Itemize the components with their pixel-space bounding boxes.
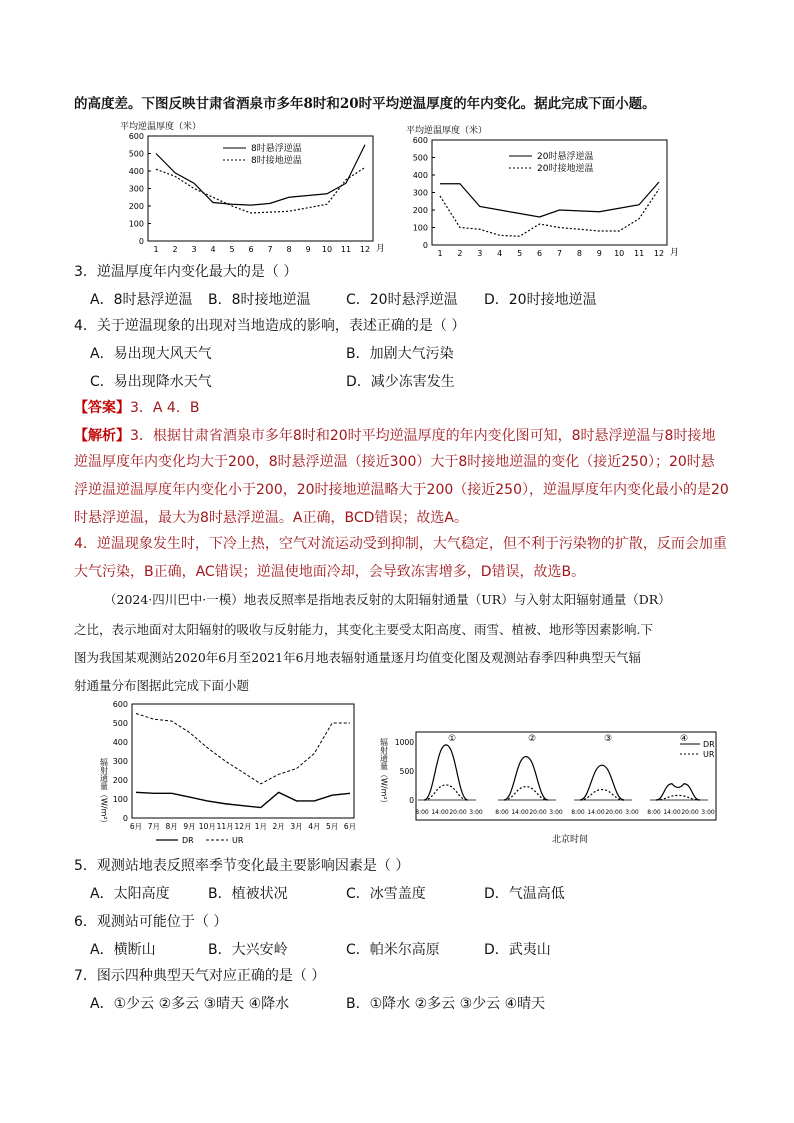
chart1-xtick: 4 xyxy=(210,245,216,254)
chart-20h-inversion xyxy=(404,122,684,260)
chart3-ylabel: 辐射通量（W/m²） xyxy=(99,758,109,828)
chart4-ytick: 0 xyxy=(409,796,414,805)
chart4-xtick: 3:00 xyxy=(549,809,563,816)
chart1-xtick: 8 xyxy=(286,245,292,254)
chart4-legend-dr: DR xyxy=(703,740,715,749)
chart1-xtick: 9 xyxy=(305,245,311,254)
q3-option-a[interactable]: A．8时悬浮逆温 xyxy=(90,292,193,308)
chart4-xtick: 20:00 xyxy=(681,809,699,816)
chart-monthly-radiation xyxy=(96,698,364,850)
q4-option-a[interactable]: A．易出现大风天气 xyxy=(90,346,212,362)
chart3-ytick: 300 xyxy=(112,757,128,766)
q5-option-d[interactable]: D．气温高低 xyxy=(484,886,565,902)
q5-option-c[interactable]: C．冰雪盖度 xyxy=(346,886,426,902)
chart2-xtick: 8 xyxy=(576,249,582,258)
q4-option-d[interactable]: D．减少冻害发生 xyxy=(346,374,455,390)
chart2-ytick: 300 xyxy=(412,188,428,198)
chart4-panel3-dr xyxy=(580,765,624,800)
chart3-ytick: 100 xyxy=(112,795,128,804)
chart4-xtick: 14:00 xyxy=(663,809,681,816)
chart4-panel1-dr xyxy=(424,745,468,800)
chart4-frame xyxy=(416,732,716,820)
chart1-xtick: 7 xyxy=(267,245,273,254)
chart4-xlabel: 北京时间 xyxy=(552,835,589,845)
chart1-legend-2: 8时接地逆温 xyxy=(251,156,302,166)
chart2-series-2 xyxy=(440,189,659,236)
q3-option-b[interactable]: B．8时接地逆温 xyxy=(208,292,311,308)
chart3-xtick: 3月 xyxy=(290,822,303,831)
chart4-xtick: 3:00 xyxy=(469,809,483,816)
analysis-text-1: 3．根据甘肃省酒泉市多年8时和20时平均逆温厚度的年内变化图可知，8时悬浮逆温与8时接地 xyxy=(130,428,716,444)
chart3-xtick: 2月 xyxy=(272,822,285,831)
q7-option-a[interactable]: A．①少云 ②多云 ③晴天 ④降水 xyxy=(90,996,290,1012)
chart4-xtick: 8:00 xyxy=(571,809,585,816)
analysis-line-5: 4．逆温现象发生时，下冷上热，空气对流运动受到抑制，大气稳定，但不利于污染物的扩散，反而会加重 xyxy=(74,536,727,552)
analysis-label: 【解析】 xyxy=(74,428,130,444)
chart1-xtick: 3 xyxy=(191,245,197,254)
chart2-ylabel: 平均逆温厚度（米） xyxy=(406,126,488,136)
chart2-xtick: 9 xyxy=(596,249,602,258)
chart1-ytick: 300 xyxy=(128,184,144,194)
analysis-line-3: 浮逆温逆温厚度年内变化小于200，20时接地逆温略大于200（接近250），逆温厚度年内变化最小的是20 xyxy=(74,482,729,498)
analysis-line-4: 时悬浮逆温，最大为8时悬浮逆温。A正确，BCD错误；故选A。 xyxy=(74,510,468,526)
chart4-xtick: 3:00 xyxy=(625,809,639,816)
chart4-panel-label: ④ xyxy=(679,734,689,744)
chart3-xtick: 8月 xyxy=(165,822,178,831)
chart4-ytick: 500 xyxy=(399,767,414,776)
chart3-xtick: 10月 xyxy=(198,822,216,831)
chart2-xtick: 2 xyxy=(457,249,463,258)
chart1-ytick: 100 xyxy=(128,219,144,229)
chart2-xtick: 5 xyxy=(517,249,523,258)
chart3-xtick: 4月 xyxy=(308,822,321,831)
chart2-ytick: 500 xyxy=(412,153,428,163)
chart2-xtick: 12 xyxy=(653,249,665,258)
chart2-xtick: 4 xyxy=(497,249,503,258)
chart-8h-inversion xyxy=(118,118,388,256)
chart4-xtick: 20:00 xyxy=(605,809,623,816)
chart3-series-dr xyxy=(136,714,350,784)
chart4-xtick: 3:00 xyxy=(701,809,715,816)
answer-row xyxy=(74,398,199,418)
chart1-ytick: 200 xyxy=(128,202,144,211)
chart2-legend-2: 20时接地逆温 xyxy=(537,164,594,174)
chart4-xtick: 8:00 xyxy=(415,809,429,816)
analysis-line-1 xyxy=(74,426,715,446)
chart2-xtick: 11 xyxy=(633,249,645,258)
chart4-ylabel: 辐射通量（W/m²） xyxy=(379,738,389,808)
chart2-series-1 xyxy=(440,182,659,217)
chart1-xtick: 2 xyxy=(172,245,178,254)
chart3-xtick: 11月 xyxy=(216,822,234,831)
intro2-line-1: （2024·四川巴中·一模）地表反照率是指地表反射的太阳辐射通量（UR）与入射太阳辐射通量（DR） xyxy=(104,592,671,607)
chart3-ytick: 400 xyxy=(112,738,128,747)
answer-text: 3．A 4．B xyxy=(130,400,200,416)
chart4-xtick: 14:00 xyxy=(431,809,449,816)
chart2-xtick: 1 xyxy=(437,249,443,258)
chart1-xtick: 11 xyxy=(340,245,352,254)
chart4-xtick: 8:00 xyxy=(495,809,509,816)
intro-text: 的高度差。下图反映甘肃省酒泉市多年8时和20时平均逆温厚度的年内变化。据此完成下面小题。 xyxy=(74,96,656,112)
analysis-line-6: 大气污染，B正确，AC错误；逆温使地面冷却，会导致冻害增多，D错误，故选B。 xyxy=(74,564,586,580)
chart3-legend-dr: DR xyxy=(182,836,194,845)
chart2-ytick: 400 xyxy=(412,171,428,180)
chart3-ytick: 200 xyxy=(112,776,128,785)
answer-label: 【答案】 xyxy=(74,400,130,416)
q6-option-c[interactable]: C．帕米尔高原 xyxy=(346,942,440,958)
chart1-xtick: 5 xyxy=(229,245,235,254)
chart2-ytick: 0 xyxy=(422,241,428,250)
chart2-unit: 月 xyxy=(670,248,680,258)
chart1-unit: 月 xyxy=(376,244,386,254)
chart2-xtick: 7 xyxy=(556,249,563,258)
chart2-xtick: 10 xyxy=(614,249,625,258)
chart4-legend-ur: UR xyxy=(703,750,715,759)
chart2-xtick: 6 xyxy=(536,249,543,258)
chart3-xtick: 1月 xyxy=(254,822,267,831)
q3-option-d[interactable]: D．20时接地逆温 xyxy=(484,292,597,308)
q4-stem: 4．关于逆温现象的出现对当地造成的影响，表述正确的是（ ） xyxy=(74,318,466,334)
intro2-line-4: 射通量分布图据此完成下面小题 xyxy=(74,678,250,693)
chart2-ytick: 600 xyxy=(412,136,428,145)
chart1-xtick: 6 xyxy=(248,245,254,254)
q5-option-b[interactable]: B．植被状况 xyxy=(208,886,288,902)
q5-option-a[interactable]: A．太阳高度 xyxy=(90,886,170,902)
chart3-ytick: 500 xyxy=(112,719,128,728)
chart3-xtick: 7月 xyxy=(147,822,160,831)
q6-option-d[interactable]: D．武夷山 xyxy=(484,942,551,958)
chart4-panel4-dr xyxy=(656,784,700,800)
chart3-legend-ur: UR xyxy=(232,836,244,845)
chart4-xtick: 14:00 xyxy=(511,809,529,816)
chart2-ytick: 100 xyxy=(412,223,428,233)
chart3-xtick: 5月 xyxy=(326,822,339,831)
chart3-xtick: 9月 xyxy=(183,822,196,831)
q4-option-b[interactable]: B．加剧大气污染 xyxy=(346,346,454,362)
chart1-xtick: 1 xyxy=(153,245,159,254)
chart1-xtick: 10 xyxy=(321,245,333,254)
chart1-xtick: 12 xyxy=(359,245,371,254)
q6-option-a[interactable]: A．横断山 xyxy=(90,942,156,958)
chart2-ytick: 200 xyxy=(412,206,428,215)
intro2-line-2: 之比，表示地面对太阳辐射的吸收与反射能力，其变化主要受太阳高度、雨雪、植被、地形等因素影响.下 xyxy=(74,622,653,637)
chart3-ytick: 0 xyxy=(122,814,128,823)
q3-stem: 3．逆温厚度年内变化最大的是（ ） xyxy=(74,264,298,280)
chart1-ytick: 500 xyxy=(128,149,144,159)
chart1-ytick: 0 xyxy=(138,237,144,246)
q4-option-c[interactable]: C．易出现降水天气 xyxy=(90,374,212,390)
chart4-ytick: 1000 xyxy=(394,738,414,747)
chart3-xtick: 6月 xyxy=(343,822,357,831)
chart4-panel-label: ③ xyxy=(603,734,613,744)
chart3-series-ur xyxy=(136,792,350,807)
chart1-ytick: 400 xyxy=(128,167,144,176)
chart-weather-radiation xyxy=(370,728,730,850)
q5-stem: 5．观测站地表反照率季节变化最主要影响因素是（ ） xyxy=(74,858,410,874)
chart1-legend-1: 8时悬浮逆温 xyxy=(251,144,302,154)
intro2-line-3: 图为我国某观测站2020年6月至2021年6月地表辐射通量逐月均值变化图及观测站春季四种典型天气辐 xyxy=(74,650,642,665)
q6-option-b[interactable]: B．大兴安岭 xyxy=(208,942,288,958)
chart4-panel-label: ② xyxy=(527,734,537,744)
chart2-xtick: 3 xyxy=(477,249,483,258)
analysis-line-2: 逆温厚度年内变化均大于200，8时悬浮逆温（接近300）大于8时接地逆温的变化（接近250）；20时悬 xyxy=(74,454,715,470)
chart2-legend-1: 20时悬浮逆温 xyxy=(537,152,594,162)
chart1-ylabel: 平均逆温厚度（米） xyxy=(120,122,202,132)
q6-stem: 6．观测站可能位于（ ） xyxy=(74,914,228,930)
q3-option-c[interactable]: C．20时悬浮逆温 xyxy=(346,292,458,308)
q7-option-b[interactable]: B．①降水 ②多云 ③少云 ④晴天 xyxy=(346,996,546,1012)
chart4-panel4-ur xyxy=(656,795,700,800)
chart4-panel1-ur xyxy=(424,785,468,800)
chart4-xtick: 8:00 xyxy=(647,809,661,816)
chart1-ytick: 600 xyxy=(128,132,144,141)
chart4-xtick: 14:00 xyxy=(587,809,605,816)
chart4-xtick: 20:00 xyxy=(449,809,467,816)
chart3-ytick: 600 xyxy=(112,700,128,709)
chart3-xtick: 6月 xyxy=(129,822,143,831)
chart3-xtick: 12月 xyxy=(234,822,252,831)
chart4-xtick: 20:00 xyxy=(529,809,547,816)
q7-stem: 7．图示四种典型天气对应正确的是（ ） xyxy=(74,968,326,984)
chart4-panel2-dr xyxy=(504,757,548,801)
chart4-panel-label: ① xyxy=(447,734,457,744)
